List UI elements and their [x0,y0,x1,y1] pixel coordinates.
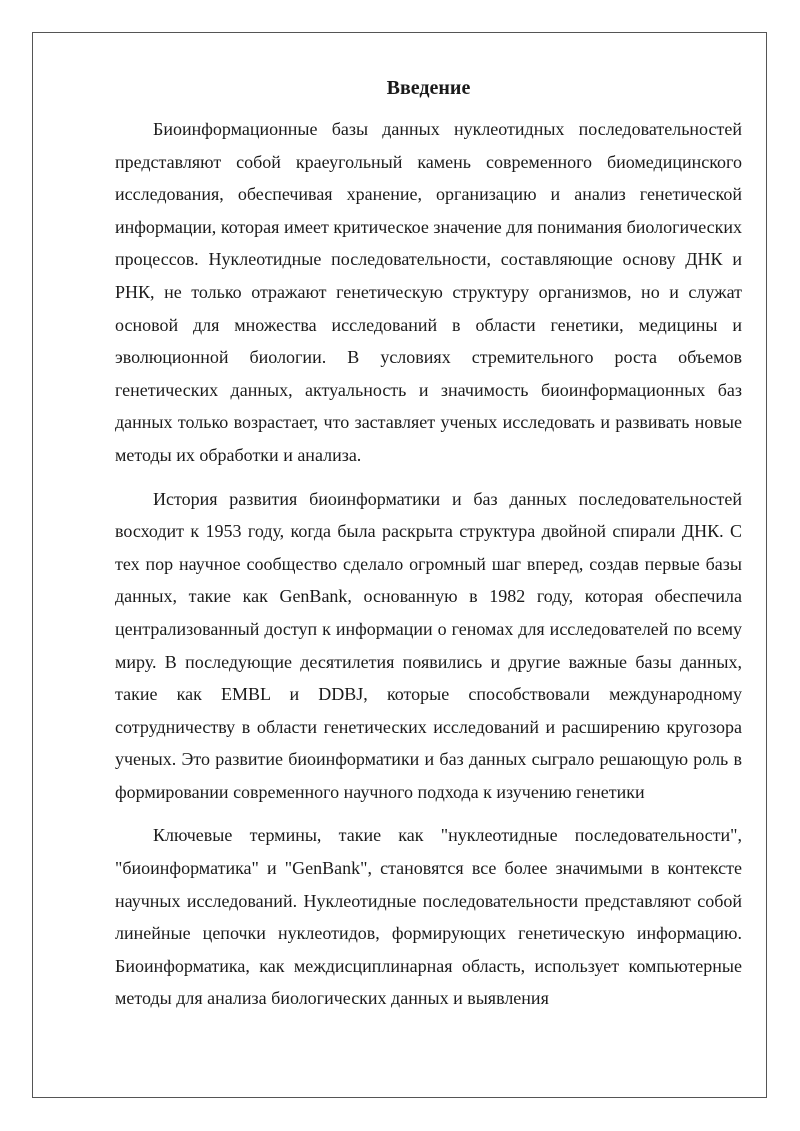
paragraph-history: История развития биоинформатики и баз данных последовательностей восходит к 1953 году, когда была раскрыта структура двойной спирали ДНК. С тех пор научное сообщество сделало огромный шаг вперед, создав первые базы данных, такие как GenBank, основанную в 1982 году, которая обеспечила централизованный доступ к информации о геномах для исследователей по всему миру. В последующие десятилетия появились и другие важные базы данных, такие как EMBL и DDBJ, которые способствовали международному сотрудничеству в области генетических исследований и расширению кругозора ученых. Это развитие биоинформатики и баз данных сыграло решающую роль в формировании современного научного подхода к изучению генетики [115,488,742,802]
section-title: Введение [386,77,471,99]
paragraph-intro: Биоинформационные базы данных нуклеотидных последовательностей представляют собой краеугольный камень современного биомедицинского исследования, обеспечивая хранение, организацию и анализ генетической информации, которая имеет критическое значение для понимания биологических процессов. Нуклеотидные последовательности, составляющие основу ДНК и РНК, не только отражают генетическую структуру организмов, но и служат основой для множества исследований в области генетики, медицины и эволюционной биологии. В условиях стремительного роста объемов генетических данных, актуальность и значимость биоинформационных баз данных только возрастает, что заставляет ученых исследовать и развивать новые методы их обработки и анализа. [115,119,742,465]
paragraph-key-terms: Ключевые термины, такие как "нуклеотидные последовательности", "биоинформатика" и "GenBank", становятся все более значимыми в контексте научных исследований. Нуклеотидные последовательности представляют собой линейные цепочки нуклеотидов, формирующих генетическую информацию. Биоинформатика, как междисциплинарная область, использует компьютерные методы для анализа биологических данных и выявления [115,825,742,1009]
document-body [115,74,742,1026]
